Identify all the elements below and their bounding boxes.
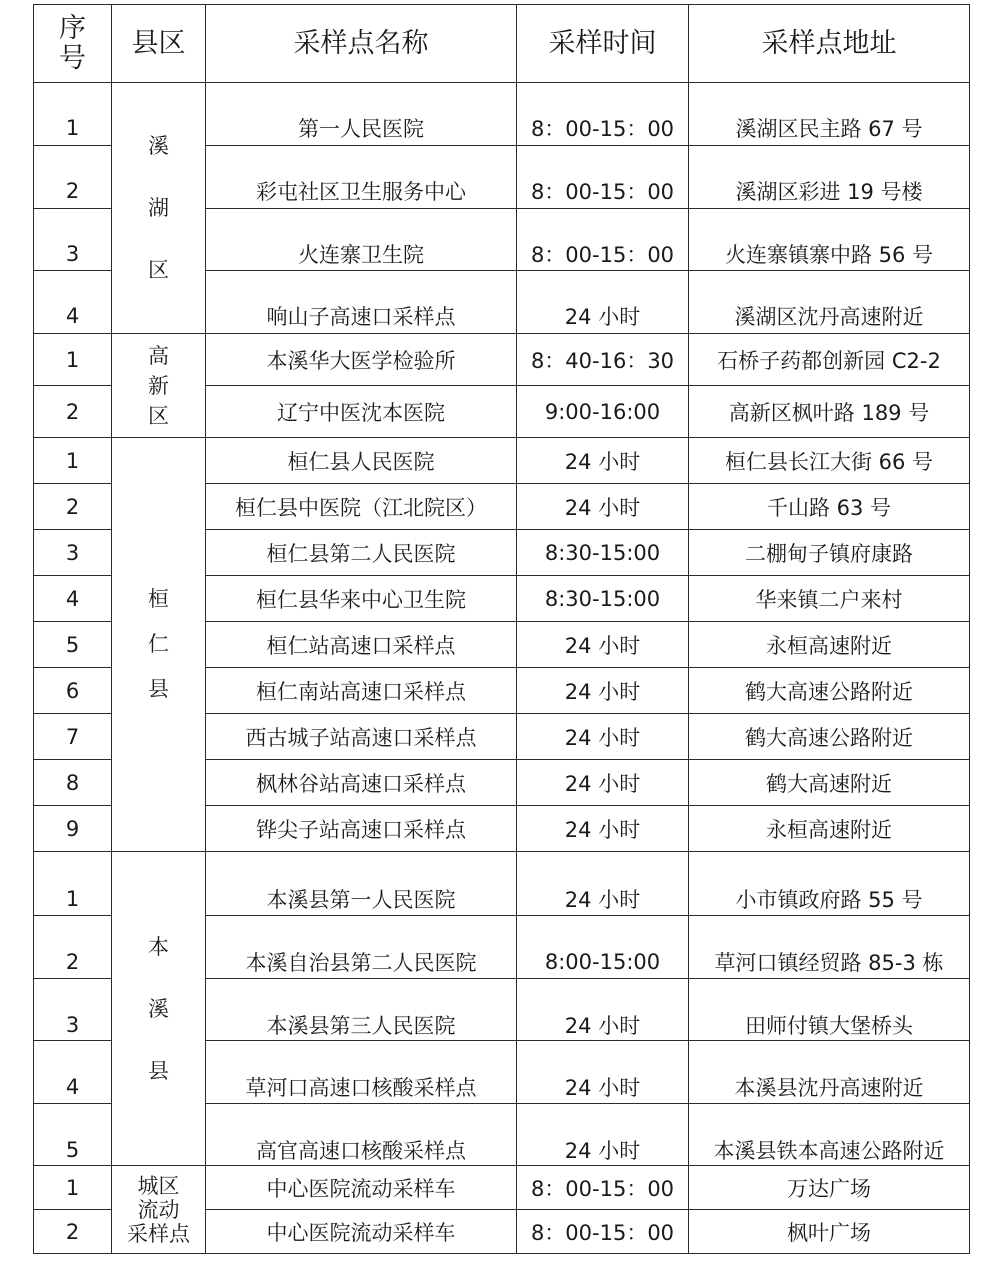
header-name: 采样点名称: [206, 5, 517, 83]
site-name: 桓仁县人民医院: [206, 438, 517, 484]
site-address: 永桓高速附近: [689, 806, 970, 852]
site-name: 彩屯社区卫生服务中心: [206, 146, 517, 209]
row-index: 2: [34, 484, 112, 530]
site-address: 本溪县沈丹高速附近: [689, 1041, 970, 1104]
header-idx: 序 号: [34, 5, 112, 83]
site-time: 24 小时: [517, 1104, 689, 1166]
site-name: 桓仁南站高速口采样点: [206, 668, 517, 714]
row-index: 4: [34, 576, 112, 622]
table-row: [34, 852, 970, 916]
row-index: 3: [34, 979, 112, 1041]
district-cell: 城区 流动 采样点: [112, 1166, 206, 1254]
header-district: 县区: [112, 5, 206, 83]
site-time: 8:30-15:00: [517, 530, 689, 576]
row-index: 1: [34, 1166, 112, 1210]
district-group: [34, 438, 970, 852]
site-address: 桓仁县长江大街 66 号: [689, 438, 970, 484]
row-index: 1: [34, 438, 112, 484]
site-name: 中心医院流动采样车: [206, 1210, 517, 1254]
site-address: 溪湖区沈丹高速附近: [689, 271, 970, 334]
site-time: 24 小时: [517, 852, 689, 916]
site-address: 火连寨镇寨中路 56 号: [689, 209, 970, 271]
site-address: 鹤大高速附近: [689, 760, 970, 806]
site-address: 石桥子药都创新园 C2-2: [689, 334, 970, 386]
row-index: 5: [34, 1104, 112, 1166]
site-address: 鹤大高速公路附近: [689, 714, 970, 760]
site-time: 8:30-15:00: [517, 576, 689, 622]
site-name: 本溪华大医学检验所: [206, 334, 517, 386]
site-address: 千山路 63 号: [689, 484, 970, 530]
row-index: 3: [34, 530, 112, 576]
site-time: 24 小时: [517, 622, 689, 668]
row-index: 2: [34, 386, 112, 438]
header-address: 采样点地址: [689, 5, 970, 83]
row-index: 4: [34, 271, 112, 334]
site-name: 本溪自治县第二人民医院: [206, 916, 517, 979]
header-row: [34, 5, 970, 83]
row-index: 2: [34, 1210, 112, 1254]
site-address: 溪湖区彩进 19 号楼: [689, 146, 970, 209]
row-index: 3: [34, 209, 112, 271]
site-time: 9:00-16:00: [517, 386, 689, 438]
district-cell: 桓 仁 县: [112, 438, 206, 852]
site-time: 8：00-15：00: [517, 1166, 689, 1210]
site-time: 8：00-15：00: [517, 83, 689, 146]
district-group: [34, 334, 970, 438]
row-index: 6: [34, 668, 112, 714]
row-index: 5: [34, 622, 112, 668]
site-name: 铧尖子站高速口采样点: [206, 806, 517, 852]
site-time: 24 小时: [517, 1041, 689, 1104]
district-cell: 溪 湖 区: [112, 83, 206, 334]
district-cell: 高 新 区: [112, 334, 206, 438]
site-name: 高官高速口核酸采样点: [206, 1104, 517, 1166]
site-address: 鹤大高速公路附近: [689, 668, 970, 714]
site-time: 8：40-16：30: [517, 334, 689, 386]
row-index: 7: [34, 714, 112, 760]
district-cell: 本 溪 县: [112, 852, 206, 1166]
site-address: 本溪县铁本高速公路附近: [689, 1104, 970, 1166]
site-time: 8：00-15：00: [517, 1210, 689, 1254]
row-index: 1: [34, 852, 112, 916]
site-address: 高新区枫叶路 189 号: [689, 386, 970, 438]
site-name: 西古城子站高速口采样点: [206, 714, 517, 760]
table-row: [34, 334, 970, 386]
row-index: 4: [34, 1041, 112, 1104]
site-address: 田师付镇大堡桥头: [689, 979, 970, 1041]
site-name: 枫林谷站高速口采样点: [206, 760, 517, 806]
site-time: 24 小时: [517, 668, 689, 714]
site-time: 24 小时: [517, 438, 689, 484]
row-index: 9: [34, 806, 112, 852]
site-address: 永桓高速附近: [689, 622, 970, 668]
site-time: 24 小时: [517, 979, 689, 1041]
site-time: 8：00-15：00: [517, 146, 689, 209]
site-address: 枫叶广场: [689, 1210, 970, 1254]
site-name: 本溪县第一人民医院: [206, 852, 517, 916]
site-name: 桓仁站高速口采样点: [206, 622, 517, 668]
site-address: 二棚甸子镇府康路: [689, 530, 970, 576]
site-address: 草河口镇经贸路 85-3 栋: [689, 916, 970, 979]
district-group: [34, 83, 970, 334]
site-name: 本溪县第三人民医院: [206, 979, 517, 1041]
site-address: 华来镇二户来村: [689, 576, 970, 622]
site-time: 24 小时: [517, 271, 689, 334]
sampling-sites-table: [33, 4, 970, 1254]
site-name: 草河口高速口核酸采样点: [206, 1041, 517, 1104]
site-name: 辽宁中医沈本医院: [206, 386, 517, 438]
site-time: 24 小时: [517, 760, 689, 806]
site-time: 8：00-15：00: [517, 209, 689, 271]
site-time: 24 小时: [517, 806, 689, 852]
table-row: [34, 1166, 970, 1210]
site-name: 桓仁县中医院（江北院区）: [206, 484, 517, 530]
site-name: 桓仁县华来中心卫生院: [206, 576, 517, 622]
row-index: 2: [34, 916, 112, 979]
table-row: [34, 83, 970, 146]
site-address: 小市镇政府路 55 号: [689, 852, 970, 916]
row-index: 2: [34, 146, 112, 209]
site-name: 火连寨卫生院: [206, 209, 517, 271]
row-index: 8: [34, 760, 112, 806]
site-time: 24 小时: [517, 484, 689, 530]
district-group: [34, 1166, 970, 1254]
district-group: [34, 852, 970, 1166]
site-name: 第一人民医院: [206, 83, 517, 146]
site-time: 24 小时: [517, 714, 689, 760]
site-time: 8:00-15:00: [517, 916, 689, 979]
site-name: 中心医院流动采样车: [206, 1166, 517, 1210]
site-address: 溪湖区民主路 67 号: [689, 83, 970, 146]
site-name: 响山子高速口采样点: [206, 271, 517, 334]
site-name: 桓仁县第二人民医院: [206, 530, 517, 576]
row-index: 1: [34, 334, 112, 386]
row-index: 1: [34, 83, 112, 146]
header-time: 采样时间: [517, 5, 689, 83]
table-row: [34, 438, 970, 484]
site-address: 万达广场: [689, 1166, 970, 1210]
